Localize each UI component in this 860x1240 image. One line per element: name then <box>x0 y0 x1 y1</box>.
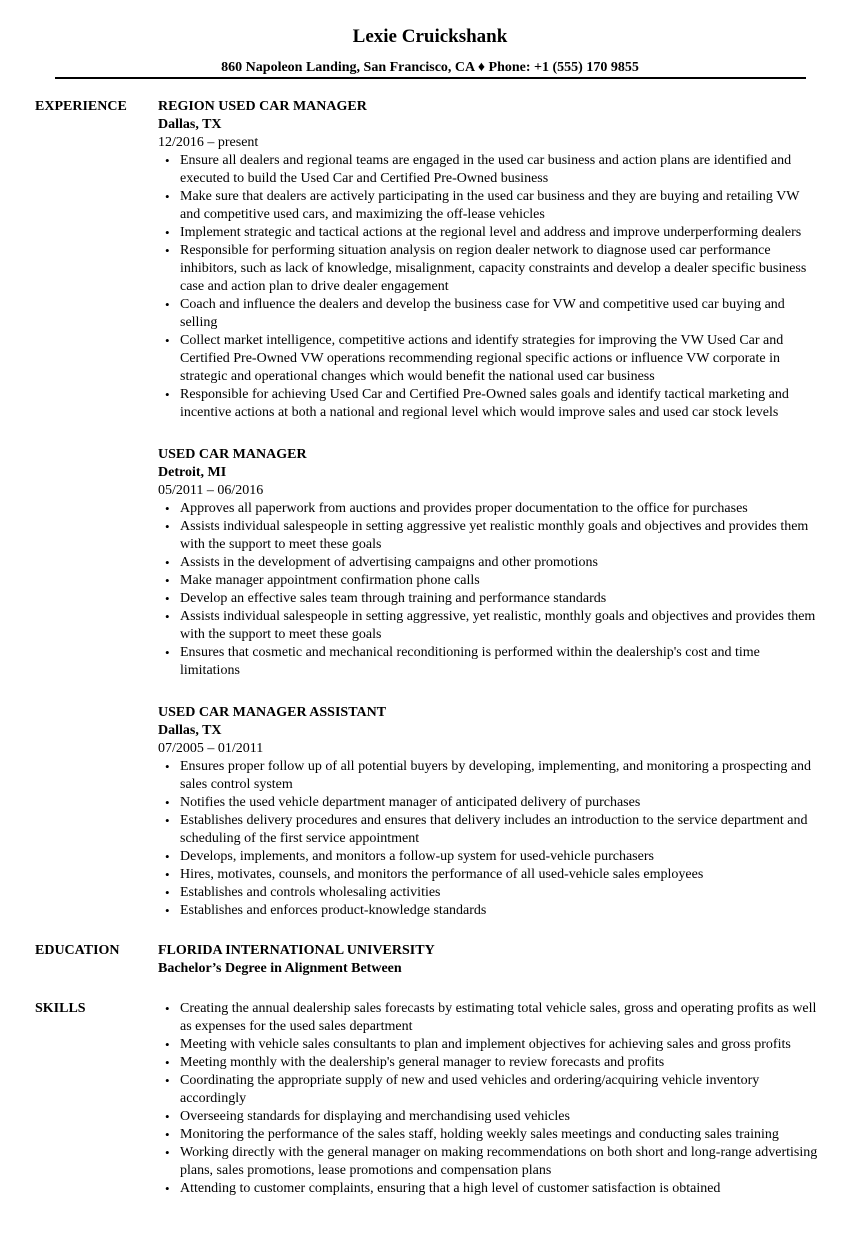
bullet-item: • Establishes and controls wholesaling activities <box>180 884 818 902</box>
job-entry <box>158 704 818 920</box>
bullet-item: • Approves all paperwork from auctions and provides proper documentation to the office for purchases <box>180 500 818 518</box>
job-entry <box>158 98 818 422</box>
job-dates: 12/2016 – present <box>158 135 259 150</box>
section-label: SKILLS <box>35 1001 86 1016</box>
job-entry <box>158 446 818 680</box>
bullet-item: • Notifies the used vehicle department manager of anticipated delivery of purchases <box>180 794 818 812</box>
contact-info: 860 Napoleon Landing, San Francisco, CA ♦ Phone: +1 (555) 170 9855 <box>221 60 639 75</box>
skill-item: • Creating the annual dealership sales forecasts by estimating total vehicle sales, gross and operating profits as well as expenses for the used sales department <box>180 1000 818 1036</box>
bullet-item: • Establishes and enforces product-knowledge standards <box>180 902 818 920</box>
education-section <box>0 942 860 978</box>
bullet-item: • Assists individual salespeople in setting aggressive, yet realistic, monthly goals and objectives and provides them with the support to meet these goals <box>180 608 818 644</box>
skills-section <box>0 1000 860 1198</box>
resume-name: Lexie Cruickshank <box>352 26 508 47</box>
bullet-item: • Implement strategic and tactical actions at the regional level and address and improve underperforming dealers <box>180 224 818 242</box>
job-location: Dallas, TX <box>158 117 222 132</box>
bullet-item: • Responsible for performing situation analysis on region dealer network to diagnose used car performance inhibitors, such as lack of knowledge, misalignment, capacity constraints and develop a dealer specific business case and action plan to drive dealer engagement <box>180 242 818 296</box>
header-divider <box>55 77 806 79</box>
job-title: USED CAR MANAGER <box>158 447 307 462</box>
bullet-item: • Collect market intelligence, competitive actions and identify strategies for improving the VW Used Car and Certified Pre-Owned VW operations recommending regional specific actions or influence VW corporate in strategic and operational changes which would benefit the national used car business <box>180 332 818 386</box>
jobs-list <box>158 98 818 920</box>
bullet-item: • Establishes delivery procedures and ensures that delivery includes an introduction to the service department and scheduling of the first service appointment <box>180 812 818 848</box>
bullet-item: • Develop an effective sales team through training and performance standards <box>180 590 818 608</box>
job-dates: 07/2005 – 01/2011 <box>158 741 264 756</box>
bullet-item: • Responsible for achieving Used Car and Certified Pre-Owned sales goals and identify tactical marketing and incentive actions at both a national and regional level which would improve sales and used car stock levels <box>180 386 818 422</box>
skill-item: • Overseeing standards for displaying and merchandising used vehicles <box>180 1108 818 1126</box>
job-title: USED CAR MANAGER ASSISTANT <box>158 705 387 720</box>
skill-item: • Working directly with the general manager on making recommendations on both short and long-range advertising plans, sales promotions, lease promotions and compensation plans <box>180 1144 818 1180</box>
bullet-item: • Assists individual salespeople in setting aggressive yet realistic monthly goals and objectives and provides them with the support to meet these goals <box>180 518 818 554</box>
bullet-item: • Make manager appointment confirmation phone calls <box>180 572 818 590</box>
section-label: EDUCATION <box>35 943 120 958</box>
bullet-item: • Make sure that dealers are actively participating in the used car business and they are buying and retailing VW and competitive used cars, and maximizing the off-lease vehicles <box>180 188 818 224</box>
job-title: REGION USED CAR MANAGER <box>158 99 367 114</box>
degree: Bachelor’s Degree in Alignment Between <box>158 961 402 976</box>
job-bullets <box>158 500 818 680</box>
bullet-item: • Coach and influence the dealers and develop the business case for VW and competitive used car buying and selling <box>180 296 818 332</box>
skill-item: • Attending to customer complaints, ensuring that a high level of customer satisfaction is obtained <box>180 1180 818 1198</box>
job-bullets <box>158 152 818 422</box>
bullet-item: • Hires, motivates, counsels, and monitors the performance of all used-vehicle sales employees <box>180 866 818 884</box>
skills-list <box>158 1000 818 1198</box>
skill-item: • Meeting with vehicle sales consultants to plan and implement objectives for achieving sales and gross profits <box>180 1036 818 1054</box>
school-name: FLORIDA INTERNATIONAL UNIVERSITY <box>158 943 435 958</box>
resume-content <box>0 98 860 1220</box>
job-location: Detroit, MI <box>158 465 227 480</box>
job-location: Dallas, TX <box>158 723 222 738</box>
skill-item: • Monitoring the performance of the sales staff, holding weekly sales meetings and conducting sales training <box>180 1126 818 1144</box>
skill-item: • Meeting monthly with the dealership's general manager to review forecasts and profits <box>180 1054 818 1072</box>
section-label: EXPERIENCE <box>35 99 127 114</box>
bullet-item: • Ensures that cosmetic and mechanical reconditioning is performed within the dealership's cost and time limitations <box>180 644 818 680</box>
job-bullets <box>158 758 818 920</box>
bullet-item: • Ensures proper follow up of all potential buyers by developing, implementing, and monitoring a prospecting and sales control system <box>180 758 818 794</box>
job-dates: 05/2011 – 06/2016 <box>158 483 264 498</box>
bullet-item: • Ensure all dealers and regional teams are engaged in the used car business and action plans are identified and executed to build the Used Car and Certified Pre-Owned business <box>180 152 818 188</box>
bullet-item: • Assists in the development of advertising campaigns and other promotions <box>180 554 818 572</box>
bullet-item: • Develops, implements, and monitors a follow-up system for used-vehicle purchasers <box>180 848 818 866</box>
skill-item: • Coordinating the appropriate supply of new and used vehicles and ordering/acquiring vehicle inventory accordingly <box>180 1072 818 1108</box>
experience-section <box>0 98 860 920</box>
